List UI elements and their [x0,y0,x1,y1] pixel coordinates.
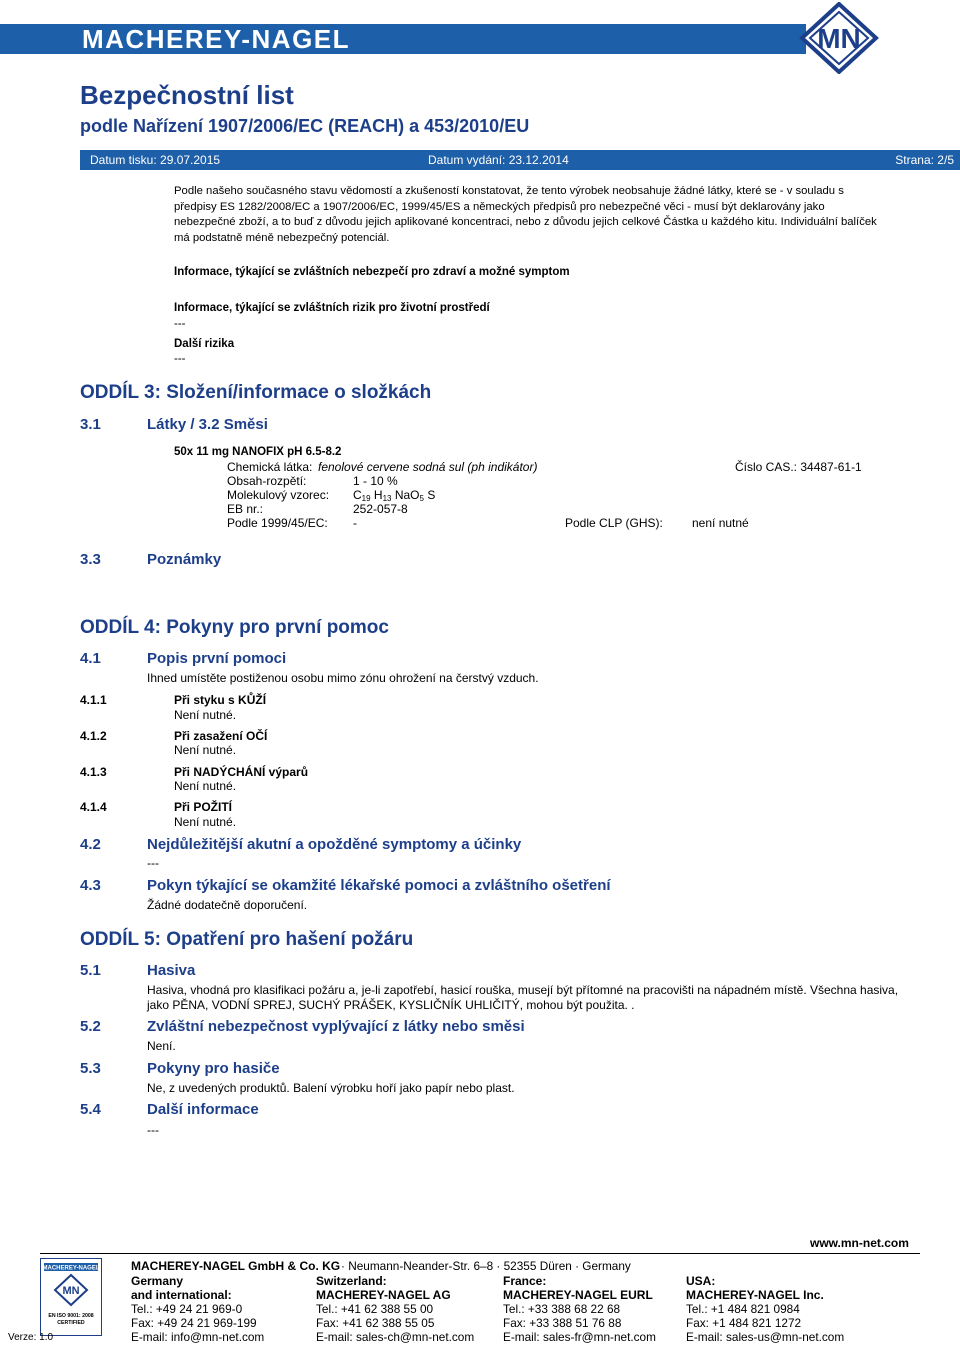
s54-title: Další informace [147,1101,259,1118]
directive-label: Podle 1999/45/EC: [227,516,328,530]
page-number: Strana: 2/5 [895,153,954,167]
s42-text: --- [147,856,159,870]
s51-title: Hasiva [147,962,196,979]
contact-subheading: MACHEREY-NAGEL AG [316,1288,451,1302]
contact-heading: Switzerland: [316,1274,387,1288]
s53-title: Pokyny pro hasiče [147,1060,280,1077]
contact-fax: Fax: +49 24 21 969-199 [131,1316,257,1330]
contact-tel: Tel.: +49 24 21 969-0 [131,1302,243,1316]
contact-fax: Fax: +33 388 51 76 88 [503,1316,622,1330]
website-link[interactable]: www.mn-net.com [810,1236,909,1250]
version: Verze: 1.0 [8,1332,54,1343]
other-risks-heading: Další rizika [174,338,235,350]
date-bar [80,150,960,170]
s31-title: Látky / 3.2 Směsi [147,416,268,433]
env-value: --- [174,318,186,330]
company-address: · Neumann-Neander-Str. 6–8 · 52355 Düren · Germany [341,1259,631,1273]
item-title: Při styku s KŮŽÍ [174,693,267,707]
brand-banner [0,0,960,70]
section-3-title: ODDÍL 3: Složení/informace o složkách [80,382,432,403]
chem-value: fenolové cervene sodná sul (ph indikátor) [318,460,538,474]
s52-title: Zvláštní nebezpečnost vyplývající z látky nebo směsi [147,1018,525,1035]
issue-date: Datum vydání: 23.12.2014 [428,153,569,167]
item-title: Při POŽITÍ [174,800,233,814]
item-title: Při NADÝCHÁNÍ výparů [174,765,309,779]
s43-text: Žádné dodatečně doporučení. [147,898,308,912]
section-4-title: ODDÍL 4: Pokyny pro první pomoc [80,617,389,638]
cert-mn-text: MN [62,1285,80,1297]
section-5-title: ODDÍL 5: Opatření pro hašení požáru [80,929,414,950]
item-num: 4.1.4 [80,800,107,814]
conc-label: Obsah-rozpětí: [227,474,307,488]
s53-num: 5.3 [80,1060,101,1077]
iso-cert-icon [41,1259,101,1335]
item-title: Při zasažení OČÍ [174,729,268,743]
s42-title: Nejdůležitější akutní a opožděné symptomy a účinky [147,836,522,853]
intro-paragraph: Podle našeho současného stavu vědomostí a zkušeností konstatovat, že tento výrobek neobsahuje žádné látky, které se - v souladu s předpisy ES 1282/2008/EC a 1907/2006/EC, 1999/45/ES a německých předpisů pro nebezpečné věci - musí být deklarovány jako nebezpečné zboží, a to buď z důvodu jejich aplikované koncentraci, nebo z důvodu jejich celkové Částka u každého kitu. Individuální balíček má podstatně méně nebezpečný potenciál. [174,185,877,244]
page-subtitle: podle Nařízení 1907/2006/EC (REACH) a 453/2010/EU [80,116,530,136]
contact-heading: USA: [686,1274,716,1288]
item-num: 4.1.3 [80,765,107,779]
formula-label: Molekulový vzorec: [227,488,330,502]
contact-email[interactable]: E-mail: sales-ch@mn-net.com [316,1330,475,1344]
s42-num: 4.2 [80,836,101,853]
env-heading: Informace, týkající se zvláštních rizik pro životní prostředí [174,302,490,314]
mn-logo-icon [776,2,902,74]
certification-badge [40,1258,102,1336]
item-num: 4.1.1 [80,693,107,707]
item-num: 4.1.2 [80,729,107,743]
contact-fax: Fax: +41 62 388 55 05 [316,1316,435,1330]
contact-email[interactable]: E-mail: sales-fr@mn-net.com [503,1330,656,1344]
s53-text: Ne, z uvedených produktů. Balení výrobku hoří jako papír nebo plast. [147,1081,515,1095]
s52-text: Není. [147,1039,176,1053]
cert-line1: EN ISO 9001: 2008 [48,1313,94,1319]
s51-text: Hasiva, vhodná pro klasifikaci požáru a, je-li zapotřebí, hasicí rouška, musejí být přítomné na pracovišti na nápadném místě. Všechna hasiva, jako PĚNA, VODNÍ SPREJ, SUCHÝ PRÁŠEK, KYSLIČNÍK UHLIČITÝ, mohou být použita. . [147,983,899,1012]
contact-email[interactable]: E-mail: sales-us@mn-net.com [686,1330,845,1344]
s54-text: --- [147,1123,159,1137]
contact-tel: Tel.: +33 388 68 22 68 [503,1302,621,1316]
footer-divider [40,1253,920,1254]
contact-email[interactable]: E-mail: info@mn-net.com [131,1330,265,1344]
contact-subheading: and international: [131,1288,232,1302]
s41-text: Ihned umístěte postiženou osobu mimo zónu ohrožení na čerstvý vzduch. [147,671,539,685]
chem-label: Chemická látka: [227,460,313,474]
eb-label: EB nr.: [227,502,264,516]
cas-number: Číslo CAS.: 34487-61-1 [735,460,862,474]
health-heading: Informace, týkající se zvláštních nebezpečí pro zdraví a možné symptom [174,266,570,278]
clp-label: Podle CLP (GHS): [565,516,663,530]
contact-fax: Fax: +1 484 821 1272 [686,1316,802,1330]
contact-subheading: MACHEREY-NAGEL Inc. [686,1288,824,1302]
product-name: 50x 11 mg NANOFIX pH 6.5-8.2 [174,446,342,458]
s51-num: 5.1 [80,962,101,979]
item-text: Není nutné. [174,708,237,722]
page-title: Bezpečnostní list [80,80,294,110]
contact-heading: Germany [131,1274,184,1288]
conc-value: 1 - 10 % [353,474,398,488]
item-text: Není nutné. [174,743,237,757]
s33-title: Poznámky [147,551,222,568]
contact-heading: France: [503,1274,547,1288]
item-text: Není nutné. [174,815,237,829]
contact-subheading: MACHEREY-NAGEL EURL [503,1288,653,1302]
s54-num: 5.4 [80,1101,101,1118]
brand-name: MACHEREY-NAGEL [82,24,351,54]
contact-tel: Tel.: +1 484 821 0984 [686,1302,800,1316]
s43-title: Pokyn týkající se okamžité lékařské pomoci a zvláštního ošetření [147,877,611,894]
contact-tel: Tel.: +41 62 388 55 00 [316,1302,434,1316]
directive-value: - [353,516,357,530]
cert-logo-text: MACHEREY-NAGEL [42,1265,100,1272]
item-text: Není nutné. [174,779,237,793]
cert-line2: CERTIFIED [57,1320,85,1326]
s43-num: 4.3 [80,877,101,894]
print-date: Datum tisku: 29.07.2015 [90,153,221,167]
formula-value: $C_{19}$ $H_{13}$ NaO$_5$ S [353,488,436,503]
s41-title: Popis první pomoci [147,650,287,667]
s41-num: 4.1 [80,650,101,667]
s33-num: 3.3 [80,551,101,568]
other-risks-value: --- [174,353,186,365]
company-name: MACHEREY-NAGEL GmbH & Co. KG [131,1259,341,1273]
s31-num: 3.1 [80,416,101,433]
logo-text: MN [817,23,861,54]
eb-value: 252-057-8 [353,502,408,516]
s52-num: 5.2 [80,1018,101,1035]
clp-value: není nutné [692,516,749,530]
